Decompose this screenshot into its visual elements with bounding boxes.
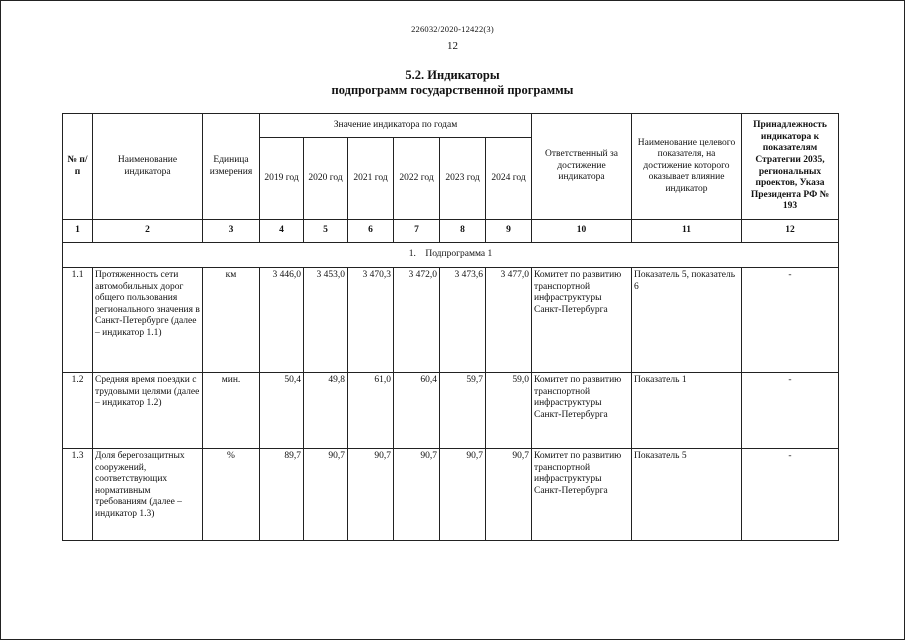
row-num: 1.1 (63, 268, 93, 373)
row-value: 90,7 (486, 449, 532, 541)
row-value: 59,7 (440, 373, 486, 449)
column-number: 3 (203, 220, 260, 243)
row-responsible: Комитет по развитию транспортной инфраструктуры Санкт-Петербурга (532, 373, 632, 449)
table-row (63, 268, 839, 373)
document-id: 226032/2020-12422(3) (411, 24, 494, 34)
section-row (63, 243, 839, 268)
row-target: Показатель 5 (632, 449, 742, 541)
column-number: 8 (440, 220, 486, 243)
row-value: 90,7 (348, 449, 394, 541)
header-year: 2019 год (260, 138, 304, 220)
row-unit: км (203, 268, 260, 373)
table-row (63, 449, 839, 541)
column-number: 6 (348, 220, 394, 243)
row-responsible: Комитет по развитию транспортной инфраструктуры Санкт-Петербурга (532, 268, 632, 373)
row-belonging: - (742, 268, 839, 373)
row-responsible: Комитет по развитию транспортной инфраструктуры Санкт-Петербурга (532, 449, 632, 541)
indicators-table (62, 113, 839, 541)
row-name: Средняя время поездки с трудовыми целями (далее – индикатор 1.2) (93, 373, 203, 449)
column-number: 2 (93, 220, 203, 243)
column-number: 1 (63, 220, 93, 243)
row-value: 49,8 (304, 373, 348, 449)
table-row (63, 373, 839, 449)
row-value: 60,4 (394, 373, 440, 449)
row-name: Доля берегозащитных сооружений, соответствующих нормативным требованиям (далее – индикатор 1.3) (93, 449, 203, 541)
column-number: 9 (486, 220, 532, 243)
row-value: 61,0 (348, 373, 394, 449)
row-unit: мин. (203, 373, 260, 449)
header-responsible: Ответственный за достижение индикатора (532, 114, 632, 220)
title-line-1: 5.2. Индикаторы (405, 68, 500, 82)
row-target: Показатель 5, показатель 6 (632, 268, 742, 373)
header-year: 2020 год (304, 138, 348, 220)
row-value: 3 453,0 (304, 268, 348, 373)
column-number: 12 (742, 220, 839, 243)
row-value: 89,7 (260, 449, 304, 541)
column-number: 5 (304, 220, 348, 243)
header-year: 2021 год (348, 138, 394, 220)
row-value: 90,7 (394, 449, 440, 541)
header-num: № п/п (63, 114, 93, 220)
row-value: 3 472,0 (394, 268, 440, 373)
header-name: Наименование индикатора (93, 114, 203, 220)
column-number: 7 (394, 220, 440, 243)
header-values-group: Значение индикатора по годам (260, 114, 532, 138)
row-target: Показатель 1 (632, 373, 742, 449)
column-number: 11 (632, 220, 742, 243)
row-value: 3 473,6 (440, 268, 486, 373)
row-name: Протяженность сети автомобильных дорог общего пользования регионального значения в Санкт-Петербурге (далее – индикатор 1.1) (93, 268, 203, 373)
row-belonging: - (742, 373, 839, 449)
row-value: 3 477,0 (486, 268, 532, 373)
row-value: 50,4 (260, 373, 304, 449)
row-num: 1.2 (63, 373, 93, 449)
row-value: 3 470,3 (348, 268, 394, 373)
header-unit: Единица измерения (203, 114, 260, 220)
header-year: 2024 год (486, 138, 532, 220)
row-belonging: - (742, 449, 839, 541)
header-year: 2023 год (440, 138, 486, 220)
header-belonging: Принадлежность индикатора к показателям Стратегии 2035, региональных проектов, Указа Президента РФ № 193 (742, 114, 839, 220)
row-num: 1.3 (63, 449, 93, 541)
section-title: 1. Подпрограмма 1 (63, 243, 839, 268)
row-value: 3 446,0 (260, 268, 304, 373)
column-number: 4 (260, 220, 304, 243)
column-number: 10 (532, 220, 632, 243)
page-number: 12 (447, 40, 458, 52)
header-year: 2022 год (394, 138, 440, 220)
header-target: Наименование целевого показателя, на достижение которого оказывает влияние индикатор (632, 114, 742, 220)
row-value: 59,0 (486, 373, 532, 449)
row-value: 90,7 (304, 449, 348, 541)
row-value: 90,7 (440, 449, 486, 541)
row-unit: % (203, 449, 260, 541)
page-title (0, 68, 905, 98)
column-numbers-row (63, 220, 839, 243)
title-line-2: подпрограмм государственной программы (331, 83, 574, 97)
